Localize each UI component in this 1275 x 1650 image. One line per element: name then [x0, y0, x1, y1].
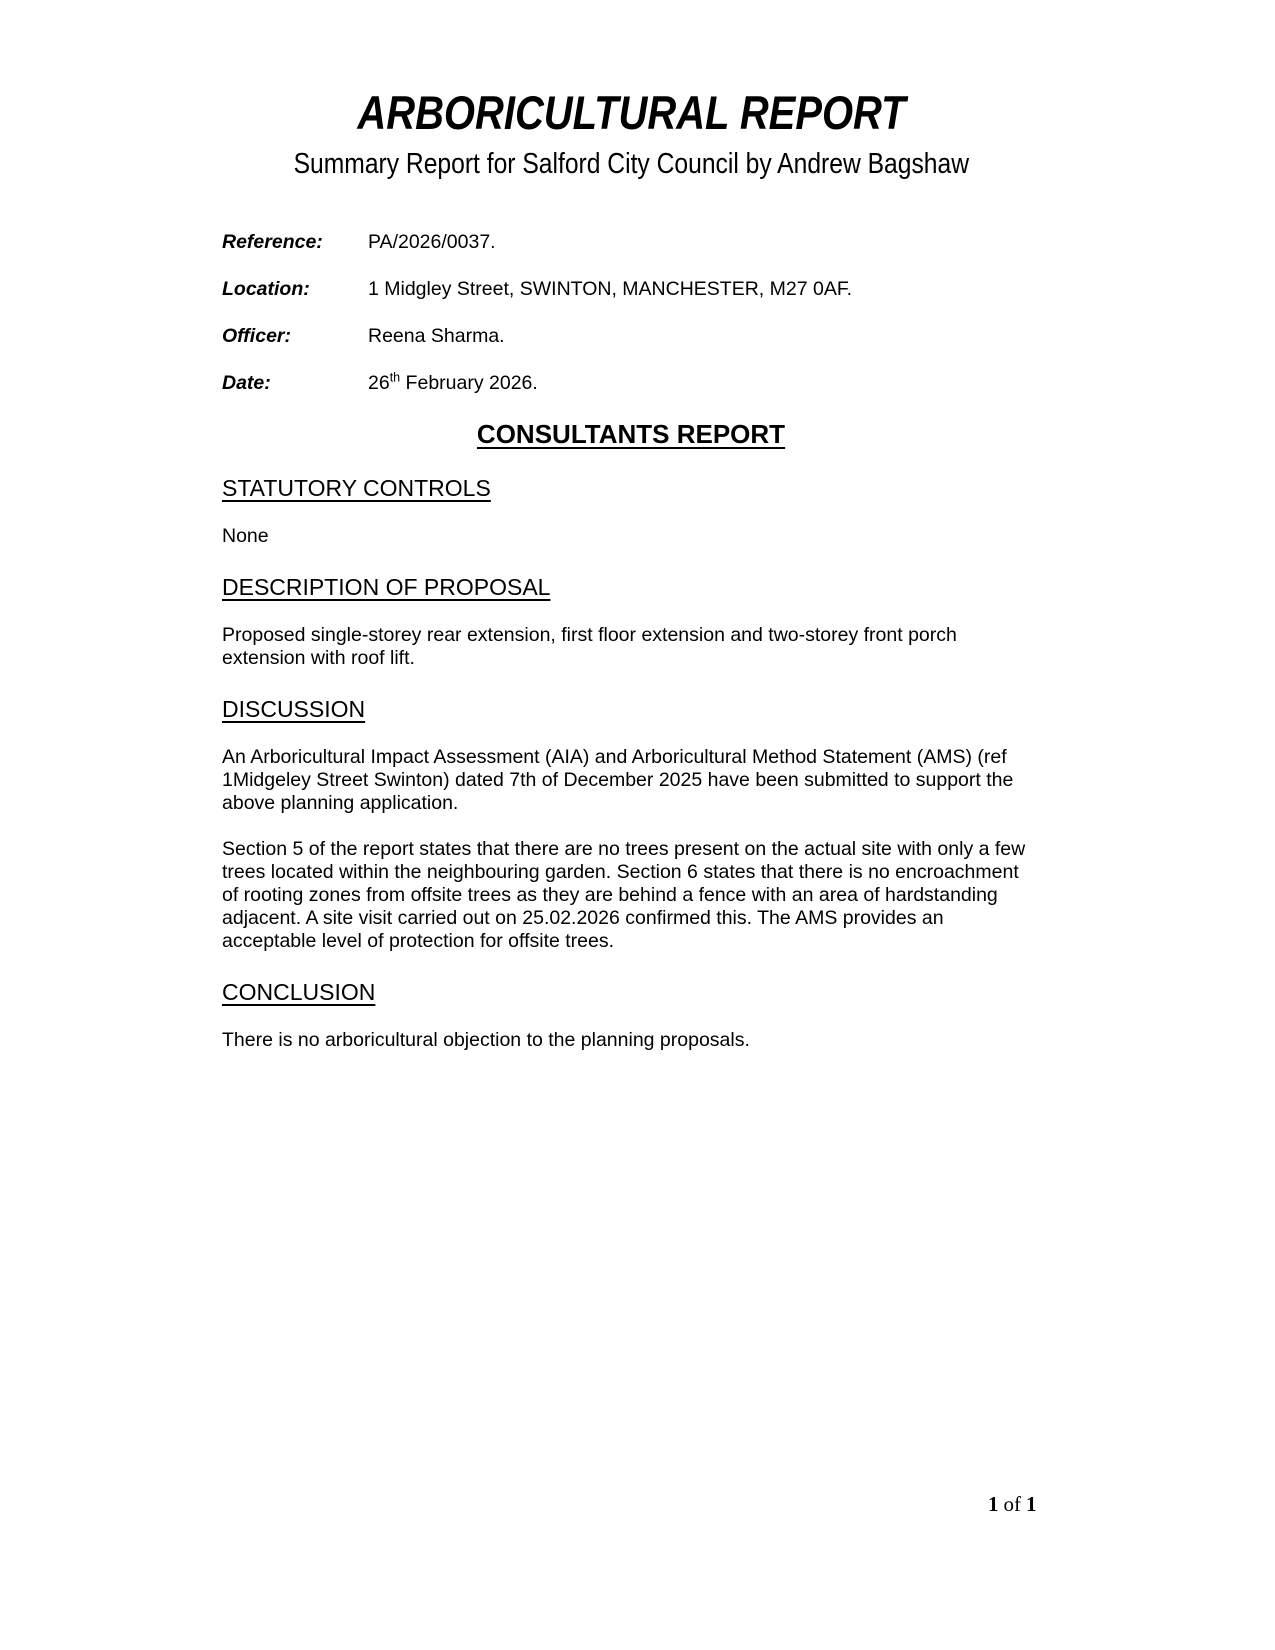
paragraph: An Arboricultural Impact Assessment (AIA) and Arboricultural Method Statement (AMS) (ref 1Midgeley Street Swinton) dated 7th of December 2025 have been submitted to support the above planning application. [222, 746, 1014, 814]
section-statutory-controls [222, 475, 1040, 548]
document-title [222, 86, 1040, 140]
metadata-label: Location: [222, 278, 310, 300]
document-title-text: ARBORICULTURAL REPORT [356, 86, 906, 139]
section-heading-text: CONCLUSION [222, 979, 376, 1005]
metadata-value: Reena Sharma. [368, 325, 505, 347]
section-description-of-proposal [222, 574, 1040, 670]
paragraph: Proposed single-storey rear extension, first floor extension and two-storey front porch extension with roof lift. [222, 624, 957, 669]
metadata-value [368, 372, 538, 395]
document-subtitle [222, 147, 1040, 181]
metadata-label: Officer: [222, 325, 291, 347]
metadata-row-officer [222, 325, 1040, 348]
section-conclusion [222, 979, 1040, 1052]
section-heading-description-of-proposal [222, 574, 1040, 601]
date-day: 26 [368, 372, 390, 394]
metadata-value: PA/2026/0037. [368, 231, 496, 253]
metadata-label: Date: [222, 372, 271, 394]
document-content [222, 0, 1040, 1075]
metadata-row-reference [222, 231, 1040, 254]
metadata-value: 1 Midgley Street, SWINTON, MANCHESTER, M27 0AF. [368, 278, 853, 300]
section-heading-text: DISCUSSION [222, 696, 366, 722]
section-discussion [222, 696, 1040, 953]
metadata-block [222, 231, 1040, 395]
page-footer [988, 1492, 1037, 1516]
section-heading-statutory-controls [222, 475, 1040, 502]
report-heading [222, 419, 1040, 449]
page-footer-separator: of [1003, 1492, 1021, 1516]
paragraph: Section 5 of the report states that there are no trees present on the actual site with only a few trees located within the neighbouring garden. Section 6 states that there is no encroachment of rooting zones from offsite trees as they are behind a fence with an area of hardstanding adjacent. A site visit carried out on 25.02.2026 confirmed this. The AMS provides an acceptable level of protection for offsite trees. [222, 838, 1026, 952]
metadata-label: Reference: [222, 231, 323, 253]
section-heading-text: STATUTORY CONTROLS [222, 475, 491, 501]
section-heading-text: DESCRIPTION OF PROPOSAL [222, 574, 551, 600]
page-total: 1 [1026, 1492, 1037, 1516]
section-heading-conclusion [222, 979, 1040, 1006]
paragraph: None [222, 525, 269, 547]
metadata-row-location [222, 278, 1040, 301]
section-heading-discussion [222, 696, 1040, 723]
document-subtitle-text: Summary Report for Salford City Council by Andrew Bagshaw [293, 148, 969, 180]
paragraph: There is no arboricultural objection to the planning proposals. [222, 1029, 750, 1051]
date-rest: February 2026. [400, 372, 538, 394]
report-heading-text: CONSULTANTS REPORT [476, 419, 786, 449]
page-number: 1 [988, 1492, 999, 1516]
metadata-row-date [222, 372, 1040, 395]
date-ordinal-superscript: th [389, 370, 401, 385]
